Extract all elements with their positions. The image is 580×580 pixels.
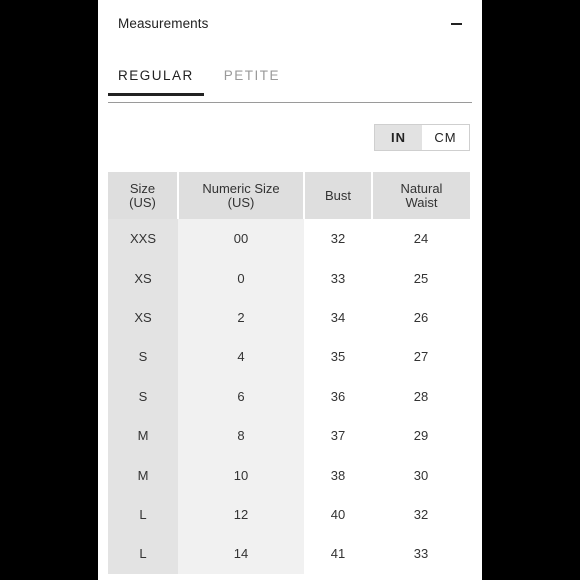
cell-bust: 40 — [304, 495, 372, 534]
cell-size: XXS — [108, 219, 178, 258]
cell-numeric-size: 8 — [178, 416, 304, 455]
cell-bust: 37 — [304, 416, 372, 455]
tab-regular[interactable]: REGULAR — [108, 62, 204, 96]
minus-icon[interactable] — [450, 17, 462, 29]
cell-size: L — [108, 495, 178, 534]
cell-size: M — [108, 416, 178, 455]
cell-bust: 34 — [304, 298, 372, 337]
cell-numeric-size: 0 — [178, 258, 304, 297]
cell-numeric-size: 00 — [178, 219, 304, 258]
cell-bust: 36 — [304, 377, 372, 416]
header-bust-line1: Bust — [324, 187, 351, 203]
unit-cm-button[interactable]: CM — [422, 125, 469, 150]
table-row — [108, 219, 470, 258]
measurements-header[interactable] — [118, 8, 462, 38]
cell-waist: 24 — [372, 219, 470, 258]
cell-numeric-size: 2 — [178, 298, 304, 337]
cell-waist: 33 — [372, 534, 470, 573]
cell-size: XS — [108, 258, 178, 297]
header-waist — [372, 172, 470, 219]
fit-tabs — [108, 62, 472, 103]
table-row — [108, 258, 470, 297]
header-waist-line1: Natural — [400, 180, 443, 196]
cell-numeric-size: 4 — [178, 337, 304, 376]
table-row — [108, 534, 470, 573]
unit-in-button[interactable]: IN — [375, 125, 422, 150]
cell-waist: 30 — [372, 455, 470, 494]
cell-numeric-size: 6 — [178, 377, 304, 416]
cell-waist: 25 — [372, 258, 470, 297]
cell-waist: 26 — [372, 298, 470, 337]
header-numeric-size — [178, 172, 304, 219]
cell-size: S — [108, 377, 178, 416]
header-numeric-line1: Numeric Size — [202, 180, 280, 196]
header-size-line1: Size — [129, 180, 156, 196]
cell-waist: 27 — [372, 337, 470, 376]
cell-waist: 32 — [372, 495, 470, 534]
size-chart-table — [108, 172, 470, 574]
header-waist-line2: Waist — [405, 194, 438, 210]
cell-waist: 29 — [372, 416, 470, 455]
header-size-line2: (US) — [129, 194, 156, 210]
table-row — [108, 416, 470, 455]
cell-waist: 28 — [372, 377, 470, 416]
table-row — [108, 455, 470, 494]
cell-numeric-size: 14 — [178, 534, 304, 573]
cell-bust: 32 — [304, 219, 372, 258]
cell-bust: 33 — [304, 258, 372, 297]
section-title: Measurements — [118, 15, 209, 31]
cell-bust: 35 — [304, 337, 372, 376]
measurements-panel — [98, 0, 482, 580]
table-header-row — [108, 172, 470, 219]
header-bust — [304, 172, 372, 219]
unit-toggle — [374, 124, 470, 151]
table-row — [108, 495, 470, 534]
tab-petite[interactable]: PETITE — [223, 68, 281, 83]
cell-size: XS — [108, 298, 178, 337]
cell-size: L — [108, 534, 178, 573]
table-row — [108, 377, 470, 416]
header-size — [108, 172, 178, 219]
cell-size: S — [108, 337, 178, 376]
table-row — [108, 337, 470, 376]
cell-size: M — [108, 455, 178, 494]
cell-numeric-size: 10 — [178, 455, 304, 494]
cell-numeric-size: 12 — [178, 495, 304, 534]
header-numeric-line2: (US) — [227, 194, 255, 210]
cell-bust: 38 — [304, 455, 372, 494]
cell-bust: 41 — [304, 534, 372, 573]
table-row — [108, 298, 470, 337]
